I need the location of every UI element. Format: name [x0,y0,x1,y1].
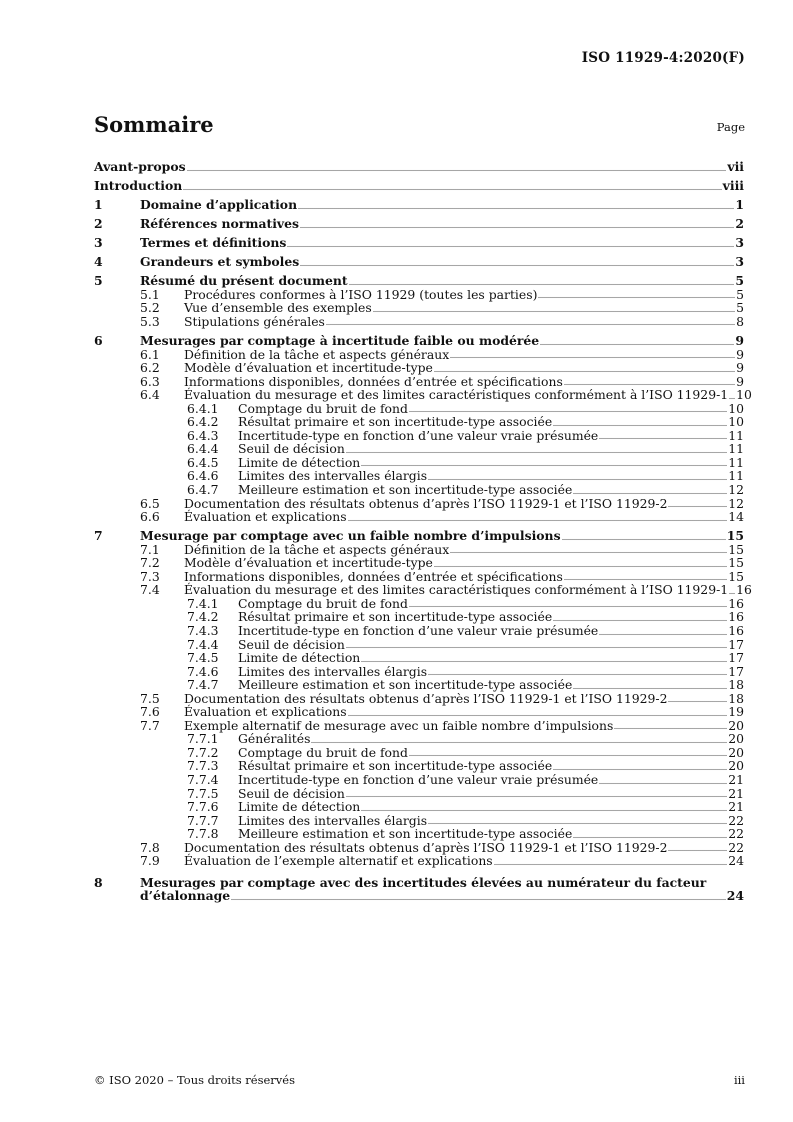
toc-entry-number: 7.7.4 [187,771,219,787]
toc-entry-number: 7.4.2 [187,609,219,625]
toc-entry-label: Mesurages par comptage à incertitude faible ou modérée [140,332,540,348]
toc-entry-label: Vue d’ensemble des exemples [184,300,372,316]
toc-entry-label: Introduction [94,178,183,194]
dot-leader [564,383,735,386]
toc-entry-page: 15 [728,555,744,571]
toc-entry-label: Évaluation et explications [184,509,347,525]
toc-entry-label: Évaluation du mesurage et des limites caractéristiques conformément à l’ISO 11929-1 [184,387,729,403]
toc-entry-page: 22 [728,812,744,828]
toc-entry-number: 8 [94,874,103,890]
toc-entry-label: Grandeurs et symboles [140,254,300,270]
toc-entry[interactable] [94,543,744,557]
toc-entry-number: 4 [94,254,103,270]
toc-entry-page: 2 [735,216,744,232]
toc-entry-label: Stipulations générales [184,313,325,329]
dot-leader [668,505,727,508]
toc-entry[interactable] [94,456,744,470]
toc-entry-label: Modèle d’évaluation et incertitude-type [184,360,433,376]
toc-entry-number: 7.7.5 [187,785,219,801]
toc-entry-number: 7.8 [140,839,160,855]
toc-entry-page: 15 [728,541,744,557]
toc-entry-number: 3 [94,235,103,251]
toc-entry-label: Définition de la tâche et aspects généraux [184,541,450,557]
toc-entry[interactable] [94,651,744,665]
toc-entry-number: 7.4.1 [187,595,219,611]
page-column-label: Page [716,120,745,134]
toc-entry-label: Informations disponibles, données d’entrée et spécifications [184,568,563,584]
dot-leader [573,687,727,690]
toc-entry[interactable] [94,217,744,231]
toc-entry-label: Généralités [238,731,311,747]
toc-entry-page: 5 [736,286,744,302]
toc-entry[interactable] [94,160,744,174]
dot-leader [187,169,727,172]
dot-leader [573,836,727,839]
toc-entry-page: 16 [736,582,752,598]
toc-entry-number: 6 [94,332,103,348]
toc-entry[interactable] [94,483,744,497]
toc-entry[interactable] [94,556,744,570]
toc-entry-label: Résultat primaire et son incertitude-type associée [238,414,553,430]
toc-entry[interactable] [94,787,744,801]
dot-leader [231,898,726,901]
toc-entry-label: Résultat primaire et son incertitude-type associée [238,609,553,625]
toc-entry[interactable] [94,597,744,611]
toc-entry-page: 17 [728,636,744,652]
toc-entry-number: 7.4.5 [187,650,219,666]
toc-entry[interactable] [94,814,744,828]
dot-leader [373,310,735,313]
toc-entry-page: 5 [736,300,744,316]
toc-entry-number: 7.1 [140,541,160,557]
table-of-contents [94,159,752,904]
toc-entry-number: 5.2 [140,300,160,316]
dot-leader [346,451,727,454]
toc-entry-page: 18 [728,677,744,693]
dot-leader [348,519,728,522]
toc-entry-number: 7.7.3 [187,758,219,774]
toc-entry-label: Meilleure estimation et son incertitude-type associée [238,481,573,497]
toc-entry-label: Termes et définitions [140,235,287,251]
toc-entry[interactable] [94,402,744,416]
toc-entry-number: 7.2 [140,555,160,571]
toc-entry[interactable] [94,301,744,315]
dot-leader [183,188,721,191]
toc-entry[interactable] [94,732,744,746]
toc-entry-page: 17 [728,650,744,666]
dot-leader [409,754,727,757]
toc-entry-page: 11 [728,454,744,470]
toc-entry-page: 20 [728,758,744,774]
toc-entry-number: 6.4 [140,387,160,403]
toc-entry-label: Limite de détection [238,454,361,470]
dot-leader [361,660,727,663]
toc-entry-label: Comptage du bruit de fond [238,400,408,416]
toc-entry-label: Incertitude-type en fonction d’une valeur vraie présumée [238,427,599,443]
document-identifier: ISO 11929-4:2020(F) [581,50,745,66]
dot-leader [346,646,727,649]
toc-entry-number: 6.3 [140,373,160,389]
dot-leader [573,492,727,495]
toc-entry-page: 21 [728,771,744,787]
toc-entry[interactable] [94,665,744,679]
toc-entry-label: Documentation des résultats obtenus d’après l’ISO 11929-1 et l’ISO 11929-2 [184,495,668,511]
toc-entry[interactable] [94,854,744,868]
toc-entry[interactable] [94,179,744,193]
toc-entry-number: 6.5 [140,495,160,511]
toc-entry-page: 3 [735,235,744,251]
toc-entry-number: 7.4.4 [187,636,219,652]
dot-leader [729,397,735,400]
toc-entry-label-continued: d’étalonnage [140,888,231,904]
toc-entry-label: Domaine d’application [140,197,298,213]
toc-entry-page: 20 [728,717,744,733]
toc-entry-page: 16 [728,595,744,611]
toc-entry-page: 10 [736,387,752,403]
dot-leader [450,551,727,554]
toc-entry-page: 15 [726,528,744,544]
toc-entry-page: 21 [728,785,744,801]
toc-entry-label: Limite de détection [238,650,361,666]
toc-entry[interactable] [94,415,744,429]
toc-entry[interactable] [94,773,744,787]
toc-entry-number: 7.7.6 [187,799,219,815]
toc-entry-number: 6.2 [140,360,160,376]
toc-entry-page: 14 [728,509,744,525]
dot-leader [538,296,735,299]
toc-entry-page: 21 [728,799,744,815]
toc-entry-number: 6.4.1 [187,400,219,416]
dot-leader [300,264,734,267]
dot-leader [287,245,734,248]
dot-leader [361,464,727,467]
toc-entry-number: 7.7.1 [187,731,219,747]
toc-entry-number: 7.7.7 [187,812,219,828]
toc-entry-number: 7.4.7 [187,677,219,693]
toc-entry-number: 6.4.3 [187,427,219,443]
toc-entry-label: Mesurages par comptage avec des incertitudes élevées au numérateur du facteur [140,874,707,890]
toc-entry-page: 11 [728,468,744,484]
toc-entry-label: Limites des intervalles élargis [238,468,428,484]
dot-leader [668,700,727,703]
toc-entry-page: 24 [728,853,744,869]
dot-leader [494,863,728,866]
toc-entry[interactable] [94,610,744,624]
toc-entry-number: 7.4.3 [187,622,219,638]
toc-entry-page: 9 [736,373,744,389]
toc-entry-label: Comptage du bruit de fond [238,744,408,760]
toc-entry-number: 6.6 [140,509,160,525]
toc-entry-page: 15 [728,568,744,584]
dot-leader [668,849,727,852]
toc-entry-label: Résumé du présent document [140,273,348,289]
toc-entry[interactable] [94,759,744,773]
toc-entry-label: Définition de la tâche et aspects généraux [184,346,450,362]
toc-entry-number: 7.3 [140,568,160,584]
toc-entry[interactable] [94,375,744,389]
toc-entry-page: 1 [735,197,744,213]
toc-entry-page: 12 [728,481,744,497]
toc-entry-label: Seuil de décision [238,636,345,652]
dot-leader [409,605,727,608]
toc-entry[interactable] [94,334,744,348]
dot-leader [349,283,735,286]
toc-entry[interactable] [94,315,744,329]
toc-entry-page: 9 [735,332,744,348]
toc-entry-number: 1 [94,197,103,213]
toc-entry[interactable] [94,719,744,733]
dot-leader [599,437,727,440]
toc-entry-number: 6.1 [140,346,160,362]
toc-entry[interactable] [94,705,744,719]
toc-entry[interactable] [94,800,744,814]
dot-leader [300,226,734,229]
toc-entry-page: 10 [728,414,744,430]
toc-entry-page: 8 [736,313,744,329]
toc-entry-number: 6.4.5 [187,454,219,470]
toc-entry[interactable] [94,442,744,456]
toc-entry-page: 12 [728,495,744,511]
toc-entry-page: 24 [726,888,744,904]
dot-leader [428,822,727,825]
toc-entry-label: Limite de détection [238,799,361,815]
toc-entry-label: Avant-propos [94,159,186,174]
toc-entry[interactable] [94,348,744,362]
dot-leader [348,714,728,717]
toc-entry-label: Procédures conformes à l’ISO 11929 (toutes les parties) [184,286,538,302]
dot-leader [450,356,735,359]
toc-entry-page: 11 [728,441,744,457]
toc-entry[interactable] [94,876,744,903]
toc-entry[interactable] [94,510,744,524]
dot-leader [599,782,727,785]
toc-entry[interactable] [94,692,744,706]
dot-leader [311,741,727,744]
toc-entry[interactable] [94,841,744,855]
toc-entry-number: 7.7.8 [187,826,219,842]
toc-entry-label: Seuil de décision [238,785,345,801]
toc-entry[interactable] [94,236,744,250]
toc-entry-number: 7.5 [140,690,160,706]
toc-entry-number: 7.7.2 [187,744,219,760]
toc-entry-label: Références normatives [140,216,299,232]
dot-leader [434,565,727,568]
toc-entry-label: Limites des intervalles élargis [238,663,428,679]
toc-entry-number: 5 [94,273,103,289]
toc-entry[interactable] [94,387,752,403]
dot-leader [553,424,727,427]
toc-entry-number: 2 [94,216,103,232]
dot-leader [361,809,727,812]
toc-entry[interactable] [94,746,744,760]
toc-entry-label: Exemple alternatif de mesurage avec un faible nombre d’impulsions [184,717,614,733]
toc-entry-page: 18 [728,690,744,706]
dot-leader [614,727,727,730]
toc-entry[interactable] [94,624,744,638]
toc-entry-page: 22 [728,826,744,842]
dot-leader [564,578,727,581]
toc-entry[interactable] [94,255,744,269]
toc-entry-label: Évaluation de l’exemple alternatif et explications [184,853,493,869]
toc-entry-number: 6.4.4 [187,441,219,457]
dot-leader [599,633,727,636]
toc-entry-label: Documentation des résultats obtenus d’après l’ISO 11929-1 et l’ISO 11929-2 [184,839,668,855]
toc-entry-number: 7 [94,528,103,544]
toc-entry-label: Meilleure estimation et son incertitude-type associée [238,677,573,693]
dot-leader [409,410,727,413]
dot-leader [540,343,734,346]
toc-entry[interactable] [94,582,752,598]
toc-entry-number: 5.1 [140,286,160,302]
toc-entry-number: 6.4.6 [187,468,219,484]
toc-entry-page: vii [727,159,744,174]
toc-entry-page: 5 [735,273,744,289]
toc-entry-label: Comptage du bruit de fond [238,595,408,611]
toc-entry-label: Incertitude-type en fonction d’une valeur vraie présumée [238,622,599,638]
toc-entry-label: Limites des intervalles élargis [238,812,428,828]
toc-entry-number: 6.4.2 [187,414,219,430]
dot-leader [729,592,735,595]
toc-entry-number: 7.6 [140,704,160,720]
toc-entry[interactable] [94,570,744,584]
toc-entry[interactable] [94,288,744,302]
toc-entry[interactable] [94,529,744,543]
toc-entry-page: 16 [728,609,744,625]
toc-entry-page: 9 [736,346,744,362]
dot-leader [428,478,727,481]
toc-entry-label: Évaluation et explications [184,704,347,720]
page-title: Sommaire [94,112,214,137]
toc-entry-page: 11 [728,427,744,443]
dot-leader [434,370,735,373]
toc-entry-page: 9 [736,360,744,376]
toc-entry[interactable] [94,429,744,443]
toc-entry[interactable] [94,827,744,841]
dot-leader [298,207,734,210]
toc-entry-label: Informations disponibles, données d’entrée et spécifications [184,373,563,389]
toc-entry-page: 20 [728,731,744,747]
toc-entry[interactable] [94,274,744,288]
toc-entry-label: Résultat primaire et son incertitude-type associée [238,758,553,774]
dot-leader [553,768,727,771]
toc-entry-number: 7.4 [140,582,160,598]
toc-entry[interactable] [94,361,744,375]
page-number: iii [733,1073,745,1087]
toc-entry-page: 16 [728,622,744,638]
toc-entry[interactable] [94,198,744,212]
toc-entry-page: 3 [735,254,744,270]
copyright-notice: © ISO 2020 – Tous droits réservés [94,1073,296,1087]
toc-entry-label: Évaluation du mesurage et des limites caractéristiques conformément à l’ISO 11929-1 [184,582,729,598]
toc-entry-label: Modèle d’évaluation et incertitude-type [184,555,433,571]
toc-entry-label: Incertitude-type en fonction d’une valeur vraie présumée [238,771,599,787]
toc-entry-number: 7.7 [140,717,160,733]
toc-entry[interactable] [94,469,744,483]
toc-entry-number: 6.4.7 [187,481,219,497]
toc-entry-page: 20 [728,744,744,760]
toc-entry-label: Mesurage par comptage avec un faible nombre d’impulsions [140,528,561,544]
dot-leader [562,538,726,541]
toc-entry-number: 7.4.6 [187,663,219,679]
toc-entry-number: 7.9 [140,853,160,869]
toc-entry-page: 17 [728,663,744,679]
dot-leader [428,673,727,676]
toc-entry-label: Meilleure estimation et son incertitude-type associée [238,826,573,842]
dot-leader [553,619,727,622]
toc-entry-label: Documentation des résultats obtenus d’après l’ISO 11929-1 et l’ISO 11929-2 [184,690,668,706]
toc-entry-page: 19 [728,704,744,720]
toc-entry-page: 10 [728,400,744,416]
toc-entry[interactable] [94,638,744,652]
toc-entry-page: viii [722,178,744,194]
toc-entry[interactable] [94,497,744,511]
dot-leader [326,323,735,326]
toc-entry-page: 22 [728,839,744,855]
toc-entry-label: Seuil de décision [238,441,345,457]
dot-leader [346,795,727,798]
toc-entry[interactable] [94,678,744,692]
toc-entry-number: 5.3 [140,313,160,329]
